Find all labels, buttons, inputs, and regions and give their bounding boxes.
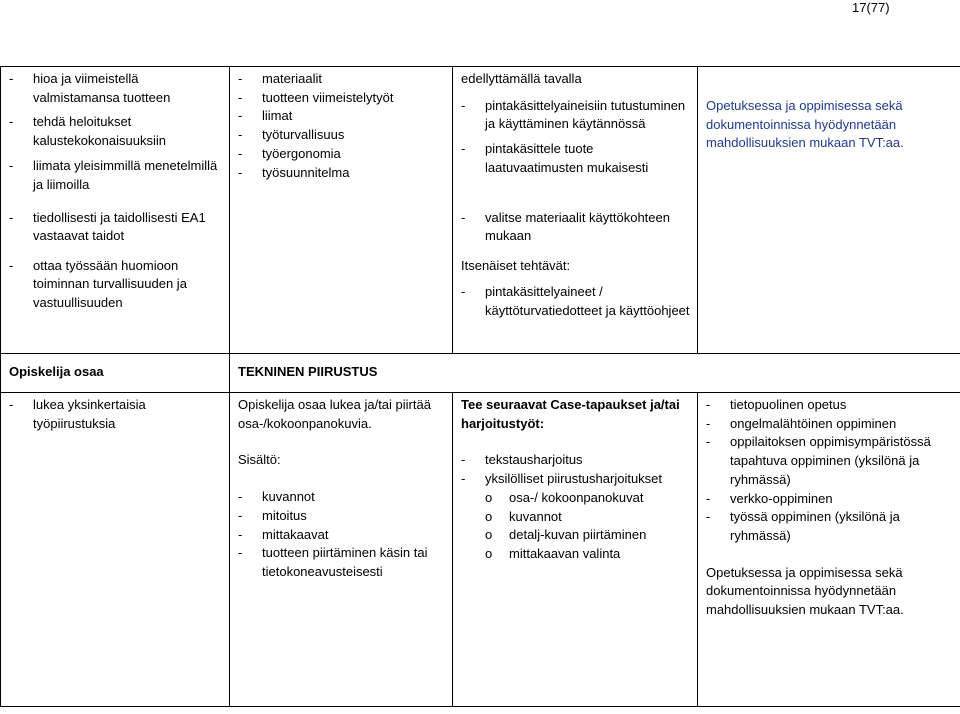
list-item: - tiedollisesti ja taidollisesti EA1 vastaavat taidot bbox=[9, 209, 223, 246]
sub-list-item: o detalj-kuvan piirtäminen bbox=[485, 526, 691, 545]
upper-col3-bottom-cell bbox=[453, 254, 698, 354]
table-row bbox=[1, 393, 960, 707]
list-item: - lukea yksinkertaisia työpiirustuksia bbox=[9, 396, 223, 433]
independent-tasks-title: Itsenäiset tehtävät: bbox=[461, 257, 571, 273]
lower-col2-cell bbox=[230, 393, 453, 707]
list-item: - ottaa työssään huomioon toiminnan turvallisuuden ja vastuullisuuden bbox=[9, 257, 223, 313]
sub-list-item: o kuvannot bbox=[485, 508, 691, 527]
list-item: - tuotteen viimeistelytyöt bbox=[238, 89, 446, 108]
list-item: - valitse materiaalit käyttökohteen mukaan bbox=[461, 209, 691, 246]
list-item: - materiaalit bbox=[238, 70, 446, 89]
upper-col3-cell bbox=[453, 67, 698, 206]
tvt-note-lower: Opetuksessa ja oppimisessa sekä dokumentoinnissa hyödynnetään mahdollisuuksien mukaan TVT:aa. bbox=[706, 564, 904, 618]
list-item: - tietopuolinen opetus bbox=[706, 396, 954, 415]
upper-col2-cell bbox=[230, 67, 453, 354]
list-item: - kuvannot bbox=[238, 488, 446, 507]
case-heading: Tee seuraavat Case-tapaukset ja/tai harjoitustyöt: bbox=[461, 397, 680, 431]
sub-list bbox=[485, 489, 691, 564]
list-item: - pintakäsittelyaineisiin tutustuminen ja käyttäminen käytännössä bbox=[461, 97, 691, 134]
list-item: - mittakaavat bbox=[238, 526, 446, 545]
lower-col4-cell bbox=[698, 393, 960, 707]
list-item: - oppilaitoksen oppimisympäristössä tapahtuva oppiminen (yksilönä ja ryhmässä) bbox=[706, 433, 954, 489]
lower-col3-cell bbox=[453, 393, 698, 707]
list-item: - liimat bbox=[238, 107, 446, 126]
upper-col1-cell bbox=[1, 67, 230, 206]
table-row bbox=[1, 67, 960, 206]
page-number: 17(77) bbox=[852, 0, 890, 15]
upper-col1-mid-cell bbox=[1, 206, 230, 254]
list-item: - työsuunnitelma bbox=[238, 164, 446, 183]
content-title: Sisältö: bbox=[238, 452, 281, 468]
section-title: TEKNINEN PIIRUSTUS bbox=[230, 354, 960, 393]
list-item: - verkko-oppiminen bbox=[706, 490, 954, 509]
list-item: - tekstausharjoitus bbox=[461, 451, 691, 470]
tvt-note: Opetuksessa ja oppimisessa sekä dokumentoinnissa hyödynnetään mahdollisuuksien mukaan TVT:aa. bbox=[706, 98, 904, 151]
upper-col1-bottom-cell bbox=[1, 254, 230, 354]
list-item: - mitoitus bbox=[238, 507, 446, 526]
lower-col1-cell bbox=[1, 393, 230, 707]
list-item: - pintakäsittelyaineet / käyttöturvatiedotteet ja käyttöohjeet bbox=[461, 283, 691, 320]
list-item: - tuotteen piirtäminen käsin tai tietokoneavusteisesti bbox=[238, 544, 446, 581]
sub-list-item: o mittakaavan valinta bbox=[485, 545, 691, 564]
list-item: - hioa ja viimeistellä valmistamansa tuotteen bbox=[9, 70, 223, 107]
list-item: - tehdä heloitukset kalustekokonaisuuksiin bbox=[9, 113, 223, 150]
section-header-row bbox=[1, 354, 960, 393]
upper-col4-cell bbox=[698, 67, 960, 354]
lower-col2-intro: Opiskelija osaa lukea ja/tai piirtää osa-/kokoonpanokuvia. bbox=[238, 397, 431, 431]
sub-list-item: o osa-/ kokoonpanokuvat bbox=[485, 489, 691, 508]
list-item: - työturvallisuus bbox=[238, 126, 446, 145]
list-item-label: yksilölliset piirustusharjoitukset bbox=[485, 471, 663, 487]
list-item: - työssä oppiminen (yksilönä ja ryhmässä) bbox=[706, 508, 954, 545]
section-label: Opiskelija osaa bbox=[1, 354, 230, 393]
list-item: - työergonomia bbox=[238, 145, 446, 164]
list-item bbox=[461, 470, 691, 564]
curriculum-table bbox=[0, 66, 960, 707]
list-item: - ongelmalähtöinen oppiminen bbox=[706, 415, 954, 434]
col3-intro: edellyttämällä tavalla bbox=[461, 71, 582, 86]
upper-col3-mid-cell bbox=[453, 206, 698, 254]
list-item: - pintakäsittele tuote laatuvaatimusten mukaisesti bbox=[461, 140, 691, 177]
list-item: - liimata yleisimmillä menetelmillä ja liimoilla bbox=[9, 157, 223, 194]
